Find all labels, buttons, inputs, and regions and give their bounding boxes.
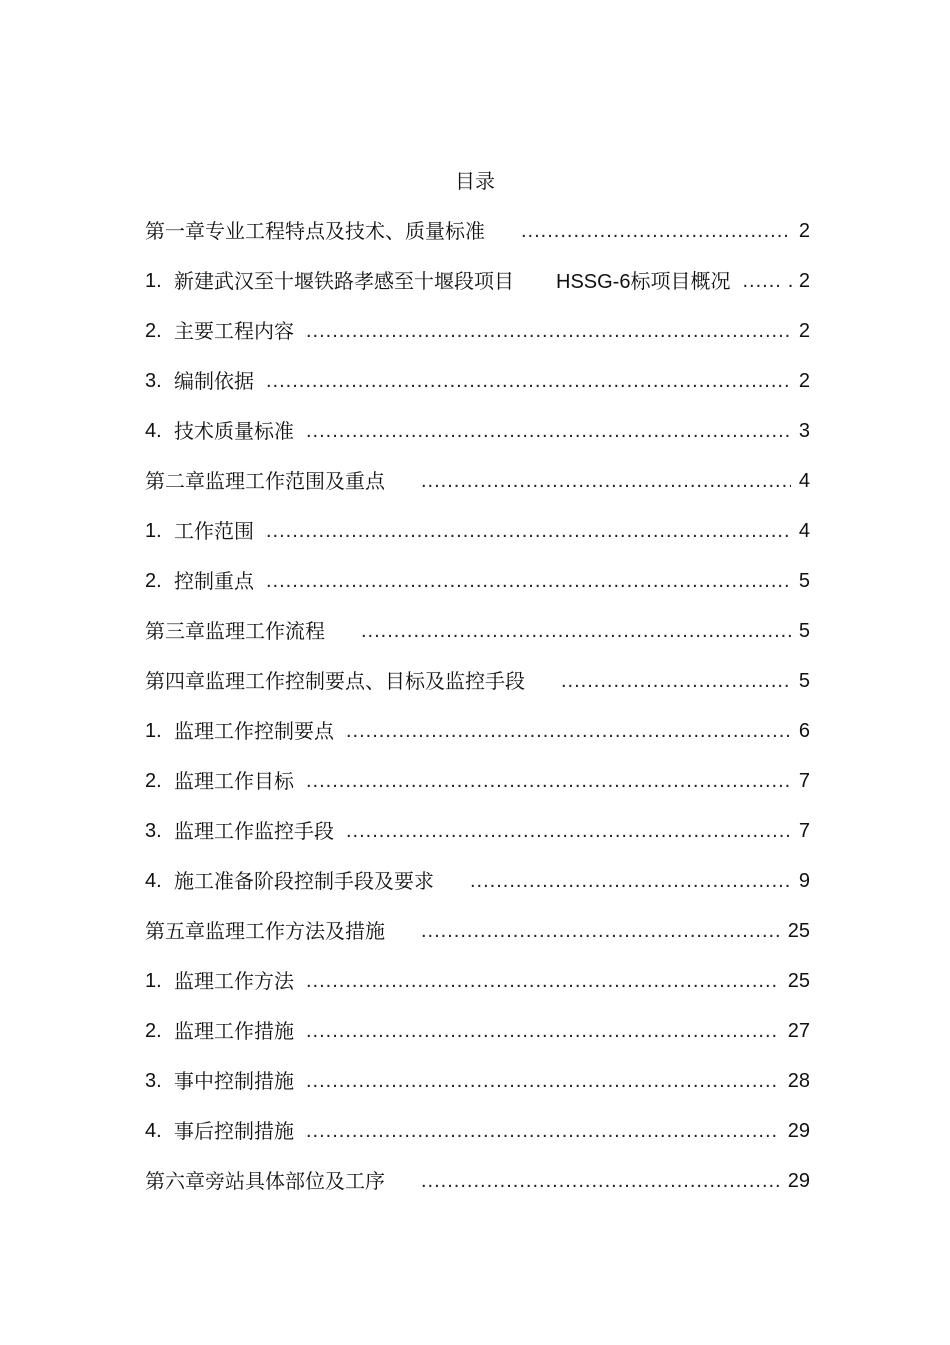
toc-entry-number: 1. <box>145 520 162 542</box>
toc-entry-label <box>174 1066 294 1096</box>
toc-entry[interactable] <box>145 316 810 366</box>
toc-dot-leader <box>306 1066 780 1096</box>
toc-entry-label-text: 监理工作监控手段 <box>174 819 334 843</box>
toc-entry-label <box>174 816 334 846</box>
toc-entry-page-number: 9 <box>798 870 810 892</box>
toc-list <box>145 216 810 1216</box>
toc-entry-page-number: 29 <box>787 1120 810 1142</box>
toc-entry[interactable] <box>145 216 810 266</box>
toc-entry[interactable] <box>145 666 810 716</box>
toc-dot-leader <box>421 1166 780 1196</box>
toc-entry-page-number: 2 <box>798 320 810 342</box>
toc-entry-label-text: 事后控制措施 <box>174 1119 294 1143</box>
toc-entry-label <box>174 516 254 546</box>
toc-entry-label-text: 监理工作目标 <box>174 769 294 793</box>
toc-entry-number: 4. <box>145 420 162 442</box>
toc-entry-label <box>145 666 525 696</box>
toc-entry-label-text: 第二章监理工作范围及重点 <box>145 469 385 493</box>
toc-dot-leader <box>306 1116 780 1146</box>
toc-entry[interactable] <box>145 566 810 616</box>
toc-entry-number: 1. <box>145 720 162 742</box>
toc-entry-label-text: 工作范围 <box>174 519 254 543</box>
toc-entry-label <box>174 966 294 996</box>
toc-entry-label <box>145 466 385 496</box>
toc-dot-leader <box>521 216 791 246</box>
toc-entry-label <box>174 566 254 596</box>
toc-entry-label-text: 第六章旁站具体部位及工序 <box>145 1169 385 1193</box>
toc-entry-page-number: 4 <box>798 470 810 492</box>
toc-dot-leader <box>266 516 791 546</box>
toc-entry-label-text: 事中控制措施 <box>174 1069 294 1093</box>
toc-entry-number: 3. <box>145 1070 162 1092</box>
toc-entry-label <box>174 416 294 446</box>
toc-entry[interactable] <box>145 766 810 816</box>
toc-entry[interactable] <box>145 616 810 666</box>
toc-entry[interactable] <box>145 716 810 766</box>
toc-dot-leader <box>266 366 791 396</box>
toc-entry-label <box>174 716 334 746</box>
toc-entry[interactable] <box>145 466 810 516</box>
toc-entry-number: 3. <box>145 820 162 842</box>
toc-entry-page-number: 25 <box>787 920 810 942</box>
toc-entry[interactable] <box>145 816 810 866</box>
toc-entry[interactable] <box>145 866 810 916</box>
toc-entry-page-number: 7 <box>798 770 810 792</box>
toc-entry[interactable] <box>145 966 810 1016</box>
toc-entry-page-number: 5 <box>798 620 810 642</box>
toc-entry-label <box>174 1116 294 1146</box>
toc-entry-number: 2. <box>145 1020 162 1042</box>
toc-dot-leader <box>266 566 791 596</box>
toc-entry-page-number: 4 <box>798 520 810 542</box>
toc-entry-label <box>145 616 325 646</box>
toc-entry-page-number: 25 <box>787 970 810 992</box>
toc-entry-page-number: 2 <box>798 220 810 242</box>
toc-entry-page-number: 27 <box>787 1020 810 1042</box>
toc-entry[interactable] <box>145 916 810 966</box>
toc-title: 目录 <box>455 169 495 193</box>
toc-entry-number: 2. <box>145 770 162 792</box>
toc-entry-number: 1. <box>145 970 162 992</box>
toc-entry-number: 4. <box>145 870 162 892</box>
toc-entry-label-text: 监理工作措施 <box>174 1019 294 1043</box>
toc-entry[interactable] <box>145 416 810 466</box>
toc-dot-leader <box>346 716 791 746</box>
toc-entry-label-text: 控制重点 <box>174 569 254 593</box>
toc-entry-number: 1. <box>145 270 162 292</box>
toc-dot-leader <box>421 466 791 496</box>
toc-entry-label <box>174 1016 294 1046</box>
toc-entry-number: 2. <box>145 320 162 342</box>
toc-entry-label-text: 第四章监理工作控制要点、目标及监控手段 <box>145 669 525 693</box>
toc-entry[interactable] <box>145 366 810 416</box>
toc-entry-label <box>174 766 294 796</box>
toc-entry-label <box>174 366 254 396</box>
toc-entry-page-number: . 2 <box>787 270 810 292</box>
toc-entry[interactable] <box>145 1016 810 1066</box>
toc-entry-label <box>174 866 434 896</box>
toc-dot-leader <box>346 816 791 846</box>
toc-entry-label <box>174 266 730 297</box>
toc-dot-leader <box>306 416 791 446</box>
toc-entry-page-number: 2 <box>798 370 810 392</box>
toc-entry-page-number: 6 <box>798 720 810 742</box>
toc-entry-page-number: 28 <box>787 1070 810 1092</box>
toc-dot-leader <box>742 266 779 296</box>
toc-dot-leader <box>306 316 791 346</box>
toc-entry[interactable] <box>145 516 810 566</box>
toc-dot-leader <box>561 666 791 696</box>
toc-dot-leader <box>470 866 791 896</box>
toc-entry-number: 4. <box>145 1120 162 1142</box>
toc-entry-page-number: 3 <box>798 420 810 442</box>
toc-entry-label-text: 技术质量标准 <box>174 419 294 443</box>
toc-dot-leader <box>306 1016 780 1046</box>
toc-entry[interactable] <box>145 1116 810 1166</box>
toc-entry-label <box>145 1166 385 1196</box>
toc-entry-label-text: 第一章专业工程特点及技术、质量标准 <box>145 219 485 243</box>
toc-entry-label-text: 监理工作方法 <box>174 969 294 993</box>
toc-dot-leader <box>361 616 791 646</box>
toc-entry-label-text: 施工准备阶段控制手段及要求 <box>174 869 434 893</box>
toc-entry-label <box>145 916 385 946</box>
toc-entry-number: 3. <box>145 370 162 392</box>
toc-entry[interactable] <box>145 266 810 316</box>
toc-entry-label-text: 新建武汉至十堰铁路孝感至十堰段项目 <box>174 269 514 293</box>
toc-entry-label-text: 监理工作控制要点 <box>174 719 334 743</box>
toc-entry-page-number: 5 <box>798 670 810 692</box>
toc-entry-page-number: 29 <box>787 1170 810 1192</box>
toc-dot-leader <box>421 916 780 946</box>
toc-entry[interactable] <box>145 1066 810 1116</box>
toc-entry-page-number: 5 <box>798 570 810 592</box>
toc-entry-label-text: 编制依据 <box>174 369 254 393</box>
toc-entry-number: 2. <box>145 570 162 592</box>
toc-entry-label-text: 第三章监理工作流程 <box>145 619 325 643</box>
toc-dot-leader <box>306 766 791 796</box>
toc-entry[interactable] <box>145 1166 810 1216</box>
toc-entry-page-number: 7 <box>798 820 810 842</box>
toc-entry-code: HSSG-6标项目概况 <box>556 271 731 293</box>
toc-entry-label-text: 第五章监理工作方法及措施 <box>145 919 385 943</box>
toc-entry-label <box>174 316 294 346</box>
toc-entry-label-text: 主要工程内容 <box>174 319 294 343</box>
toc-entry-label <box>145 216 485 246</box>
toc-dot-leader <box>306 966 780 996</box>
